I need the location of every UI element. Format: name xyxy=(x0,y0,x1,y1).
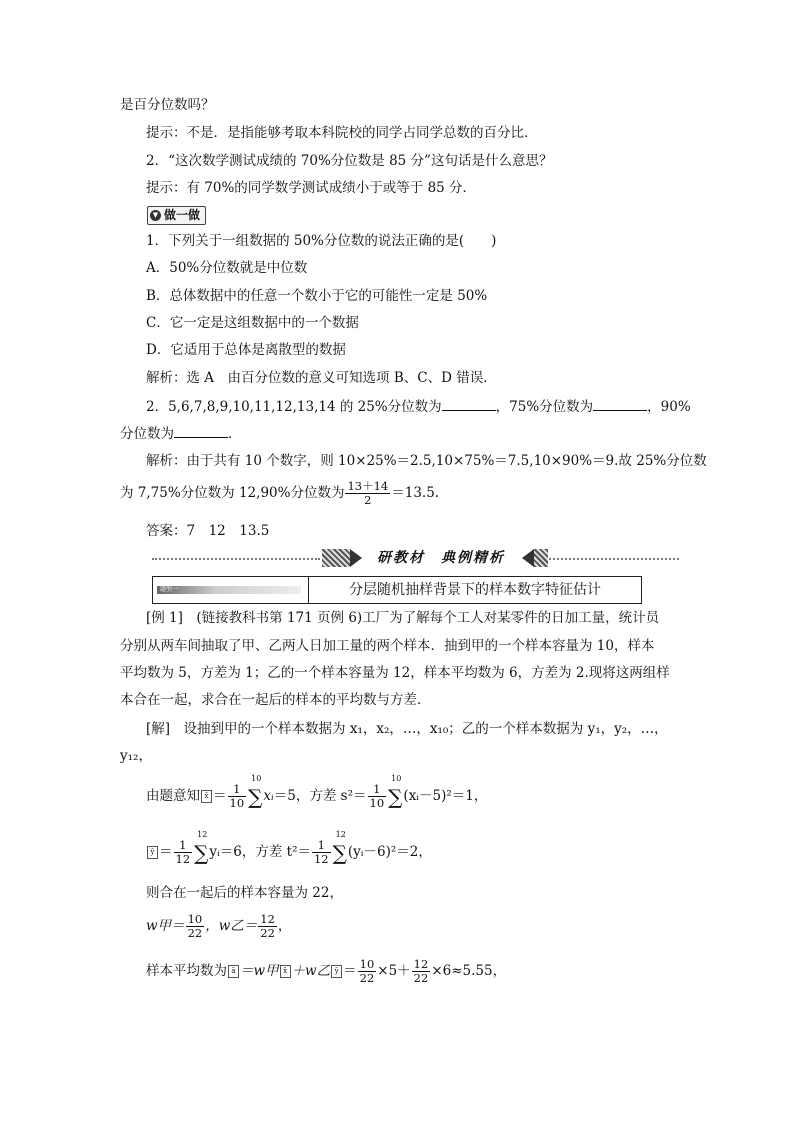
fraction xyxy=(312,839,331,866)
fraction xyxy=(174,839,193,866)
q2-part: ，75%分位数为 xyxy=(495,399,594,415)
fraction xyxy=(412,958,431,985)
numerator: 1 xyxy=(368,783,387,797)
fraction xyxy=(345,480,390,507)
text-line: 提示：不是．是指能够考取本科院校的同学占同学总数的百分比． xyxy=(146,125,538,141)
formula-line xyxy=(146,910,291,942)
formula-text: (xᵢ－5)²＝1， xyxy=(403,788,488,804)
question-text xyxy=(120,423,242,444)
sum-symbol: ∑ 10 xyxy=(388,773,403,809)
example-text: [例 1] (链接教科书第 171 页例 6)工厂为了解每个工人对某零件的日加工量，统计员 xyxy=(146,610,660,626)
answer-text: 答案：7 12 13.5 xyxy=(146,523,270,539)
text-line: 是百分位数吗？ xyxy=(120,97,215,113)
abar-symbol: ā xyxy=(228,965,239,978)
dotted-rule xyxy=(549,558,679,560)
answer-blank xyxy=(174,423,228,438)
section-title: 研教材 典例精析 xyxy=(377,550,505,566)
denominator: 22 xyxy=(187,926,203,940)
numerator: 10 xyxy=(187,912,203,926)
formula-text: ＝w甲 xyxy=(240,963,279,979)
formula-text: 由题意知 xyxy=(146,788,200,804)
text-line: 提示：有 70%的同学数学测试成绩小于或等于 85 分． xyxy=(146,180,477,196)
formula-text: ＝ xyxy=(343,963,357,979)
answer-blank xyxy=(593,396,647,411)
numerator: 10 xyxy=(359,957,375,971)
xbar-symbol: x̄ xyxy=(201,790,212,803)
question-text: 1．下列关于一组数据的 50%分位数的说法正确的是( ) xyxy=(146,233,497,249)
q2-part: ，90% xyxy=(647,399,691,415)
denominator: 10 xyxy=(369,796,385,810)
sum-upper: 10 xyxy=(391,773,402,783)
analysis-part: ＝13.5. xyxy=(391,485,440,501)
ybar-symbol: ȳ xyxy=(331,965,342,978)
formula-text: w甲＝ xyxy=(146,918,185,934)
practice-badge xyxy=(147,206,206,225)
formula-text: ×6≈5.55， xyxy=(431,963,507,979)
q2-part: 分位数为 xyxy=(120,426,174,442)
analysis-text: 解析：选 A 由百分位数的意义可知选项 B、C、D 错误． xyxy=(146,370,497,386)
option-c: C．它一定是这组数据中的一个数据 xyxy=(146,315,359,331)
denominator: 22 xyxy=(260,926,275,940)
fraction xyxy=(228,783,247,810)
formula-text: ，w乙＝ xyxy=(205,918,258,934)
analysis-text xyxy=(120,478,439,508)
example-text: 本合在一起，求合在一起后的样本的平均数与方差． xyxy=(120,692,431,708)
solution-text: [解] 设抽到甲的一个样本数据为 x₁，x₂，…，x₁₀；乙的一个样本数据为 y₁，y₂，…， xyxy=(146,721,668,737)
fraction xyxy=(186,913,205,940)
q2-part: ． xyxy=(228,426,242,442)
stripe-decoration xyxy=(322,549,350,567)
section-divider xyxy=(152,549,679,569)
q2-part: 2．5,6,7,8,9,10,11,12,13,14 的 25%分位数为 xyxy=(146,399,442,415)
formula-text: yᵢ＝6，方差 t²＝ xyxy=(209,844,311,860)
stripe-decoration xyxy=(534,549,548,567)
numerator: 1 xyxy=(228,783,247,797)
denominator: 22 xyxy=(413,971,429,985)
badge-label: 做一做 xyxy=(164,208,201,222)
fraction xyxy=(358,958,377,985)
solution-text: y₁₂， xyxy=(120,748,152,764)
sum-symbol: ∑ 10 xyxy=(248,773,263,809)
numerator: 12 xyxy=(413,957,429,971)
analysis-part: 为 7,75%分位数为 12,90%分位数为 xyxy=(120,485,345,501)
topic-bar xyxy=(157,586,301,594)
fraction xyxy=(258,913,277,940)
numerator: 12 xyxy=(260,912,275,926)
ybar-symbol: ȳ xyxy=(147,846,158,859)
formula-text: (yᵢ－6)²＝2， xyxy=(347,844,432,860)
formula-text: ＝5，方差 s²＝ xyxy=(273,788,367,804)
example-text: 平均数为 5，方差为 1；乙的一个样本容量为 12，样本平均数为 6，方差为 2.现将这两组样 xyxy=(120,665,670,681)
numerator: 1 xyxy=(312,839,331,853)
numerator: 13＋14 xyxy=(347,479,389,493)
triangle-icon: ▼ xyxy=(150,210,161,221)
numerator: 1 xyxy=(174,839,193,853)
denominator: 10 xyxy=(229,796,245,810)
topic-header xyxy=(152,576,642,604)
sum-symbol: ∑ 12 xyxy=(332,829,347,865)
denominator: 12 xyxy=(313,852,329,866)
option-b: B．总体数据中的任意一个数小于它的可能性一定是 50% xyxy=(146,288,488,304)
sum-upper: 12 xyxy=(197,829,208,839)
denominator: 2 xyxy=(364,493,372,507)
formula-line xyxy=(146,955,506,987)
formula-text: ＋w乙 xyxy=(291,963,331,979)
answer-blank xyxy=(442,396,496,411)
xbar-symbol: x̄ xyxy=(280,965,291,978)
analysis-text: 解析：由于共有 10 个数字，则 10×25%＝2.5,10×75%＝7.5,10×90%＝9.故 25%分位数 xyxy=(146,453,707,469)
option-d: D．它适用于总体是离散型的数据 xyxy=(146,342,346,358)
formula-text: xᵢ xyxy=(263,788,274,804)
topic-label-cell xyxy=(153,577,309,603)
dotted-rule xyxy=(152,558,320,560)
option-a: A．50%分位数就是中位数 xyxy=(146,260,308,276)
formula-text: ×5＋ xyxy=(377,963,411,979)
sum-upper: 12 xyxy=(335,829,346,839)
denominator: 12 xyxy=(175,852,191,866)
text-line: 2．“这次数学测试成绩的 70%分位数是 85 分”这句话是什么意思？ xyxy=(146,153,553,169)
question-text xyxy=(146,396,691,417)
denominator: 22 xyxy=(359,971,375,985)
formula-line: 由题意知 x̄ ＝ $\frac{1}{10}$ ∑ 10 xᵢ＝5，方差 s²＝ $\frac{1}{10}$ ∑ 10 (xᵢ－5)²＝1， xyxy=(146,773,488,810)
sum-upper: 10 xyxy=(251,773,262,783)
fraction xyxy=(368,783,387,810)
sum-symbol: ∑ 12 xyxy=(194,829,209,865)
formula-text: ， xyxy=(277,918,292,934)
topic-title: 分层随机抽样背景下的样本数字特征估计 xyxy=(349,582,601,598)
formula-text: 样本平均数为 xyxy=(146,963,227,979)
topic-tag: 题型一 xyxy=(160,586,179,593)
arrow-left-icon xyxy=(522,549,534,567)
arrow-right-icon xyxy=(350,549,362,567)
example-text: 分别从两车间抽取了甲、乙两人日加工量的两个样本．抽到甲的一个样本容量为 10，样本 xyxy=(120,638,655,654)
formula-line: ȳ ＝ $\frac{1}{12}$ ∑ 12 yᵢ＝6，方差 t²＝ $\frac{1}{12}$ ∑ 12 (yᵢ－6)²＝2， xyxy=(146,836,432,868)
solution-text: 则合在一起后的样本容量为 22， xyxy=(146,885,343,901)
